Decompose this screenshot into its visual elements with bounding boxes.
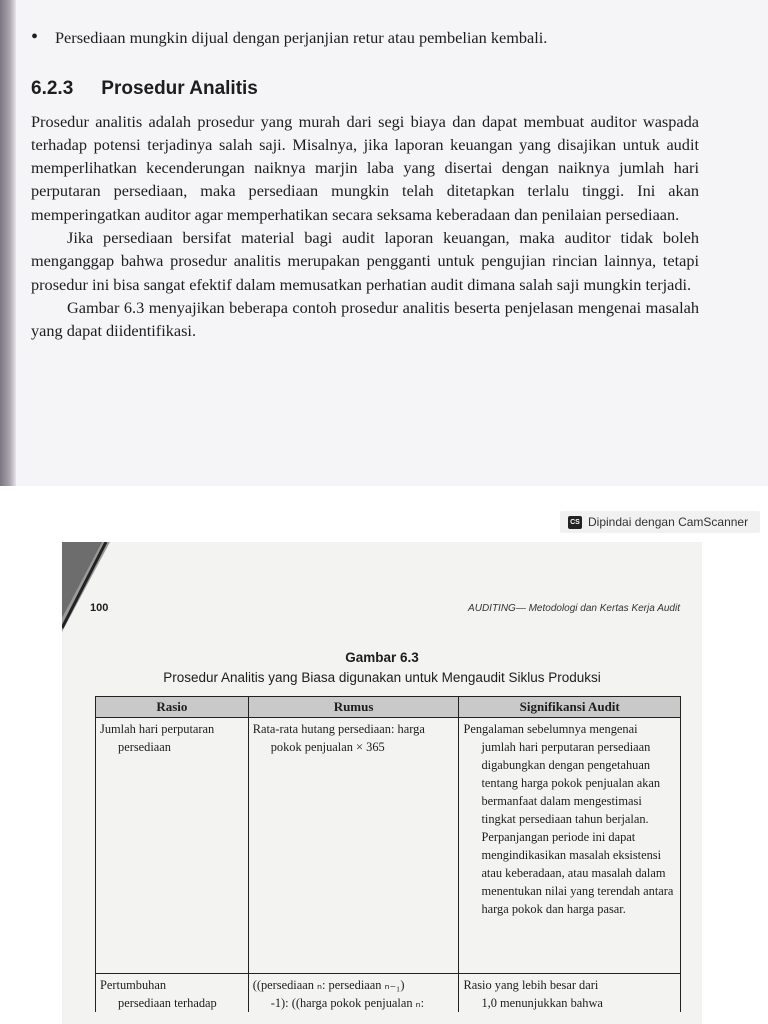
rasio-line-2: persediaan terhadap (118, 996, 217, 1010)
table-row (96, 974, 681, 1013)
header-signifikansi: Signifikansi Audit (459, 697, 681, 718)
section-heading (31, 77, 699, 100)
rumus-line-1: ((persediaan ₙ: persediaan ₙ₋₁) (252, 978, 405, 992)
analytics-table (95, 696, 681, 1012)
rumus-line-2: pokok penjualan × 365 (270, 740, 385, 754)
rumus-cell (248, 974, 459, 1013)
page-corner-flap (62, 542, 110, 632)
figure-subtitle: Prosedur Analitis yang Biasa digunakan untuk Mengaudit Siklus Produksi (163, 670, 601, 685)
rumus-cell (248, 718, 459, 974)
rumus-line-2: -1): ((harga pokok penjualan ₙ: (270, 996, 425, 1010)
page-number: 100 (90, 602, 109, 614)
signifikansi-cell (459, 718, 681, 974)
header-rasio: Rasio (96, 697, 249, 718)
rasio-cell (96, 974, 249, 1013)
rasio-line-1: Pertumbuhan (100, 978, 167, 992)
bottom-page (62, 542, 702, 1024)
paragraph-3: Gambar 6.3 menyajikan beberapa contoh prosedur analitis beserta penjelasan mengenai masalah yang dapat diidentifikasi. (31, 297, 699, 341)
camscanner-badge (560, 511, 760, 533)
top-page-content (31, 22, 699, 343)
section-title: Prosedur Analitis (101, 78, 258, 100)
signifikansi-line-1: Pengalaman sebelumnya mengenai (463, 722, 638, 736)
camscanner-logo-icon: CS (568, 516, 582, 529)
rasio-cell (96, 718, 249, 974)
signifikansi-body: 1,0 menunjukkan bahwa (481, 996, 603, 1010)
signifikansi-cell (459, 974, 681, 1013)
book-spine-shadow (0, 0, 16, 486)
figure-title: Gambar 6.3 (345, 650, 419, 665)
signifikansi-body: jumlah hari perputaran persediaan digabungkan dengan pengetahuan tentang harga pokok penjualan akan bermanfaat dalam mengestimasi tingkat persediaan tahun berjalan. Perpanjangan periode ini dapat mengindikasikan masalah eksistensi atau keberadaan, atau masalah dalam menentukan nilai yang terendah antara harga pokok dan harga pasar. (481, 740, 674, 916)
bullet-text: Persediaan mungkin dijual dengan perjanjian retur atau pembelian kembali. (55, 28, 548, 47)
paragraph-1: Prosedur analitis adalah prosedur yang murah dari segi biaya dan dapat membuat auditor waspada terhadap potensi terjadinya salah saji. Misalnya, jika laporan keuangan yang disajikan untuk audit memperlihatkan kecenderungan naiknya marjin laba yang disertai dengan naiknya jumlah hari perputaran persediaan, maka persediaan mungkin telah ditetapkan terlalu tinggi. Ini akan memperingatkan auditor agar memperhatikan secara seksama keberadaan dan penilaian persediaan. (31, 111, 699, 224)
running-head: AUDITING— Metodologi dan Kertas Kerja Audit (468, 603, 680, 614)
camscanner-text: Dipindai dengan CamScanner (588, 515, 749, 529)
rumus-line-1: Rata-rata hutang persediaan: harga (252, 722, 425, 736)
header-rumus: Rumus (248, 697, 459, 718)
table-row (96, 718, 681, 974)
bullet-item (31, 26, 699, 49)
rasio-line-1: Jumlah hari perputaran (100, 722, 215, 736)
signifikansi-line-1: Rasio yang lebih besar dari (463, 978, 599, 992)
section-number: 6.2.3 (31, 78, 74, 100)
top-page (0, 0, 768, 486)
paragraph-2: Jika persediaan bersifat material bagi audit laporan keuangan, maka auditor tidak boleh menganggap bahwa prosedur analitis merupakan pengganti untuk pengujian rincian lainnya, tetapi prosedur ini bisa sangat efektif dalam memusatkan perhatian audit dimana salah saji mungkin terjadi. (31, 228, 699, 294)
bullet-dot-icon: • (31, 26, 39, 48)
rasio-line-2: persediaan (118, 740, 171, 754)
table-header-row (96, 697, 681, 718)
